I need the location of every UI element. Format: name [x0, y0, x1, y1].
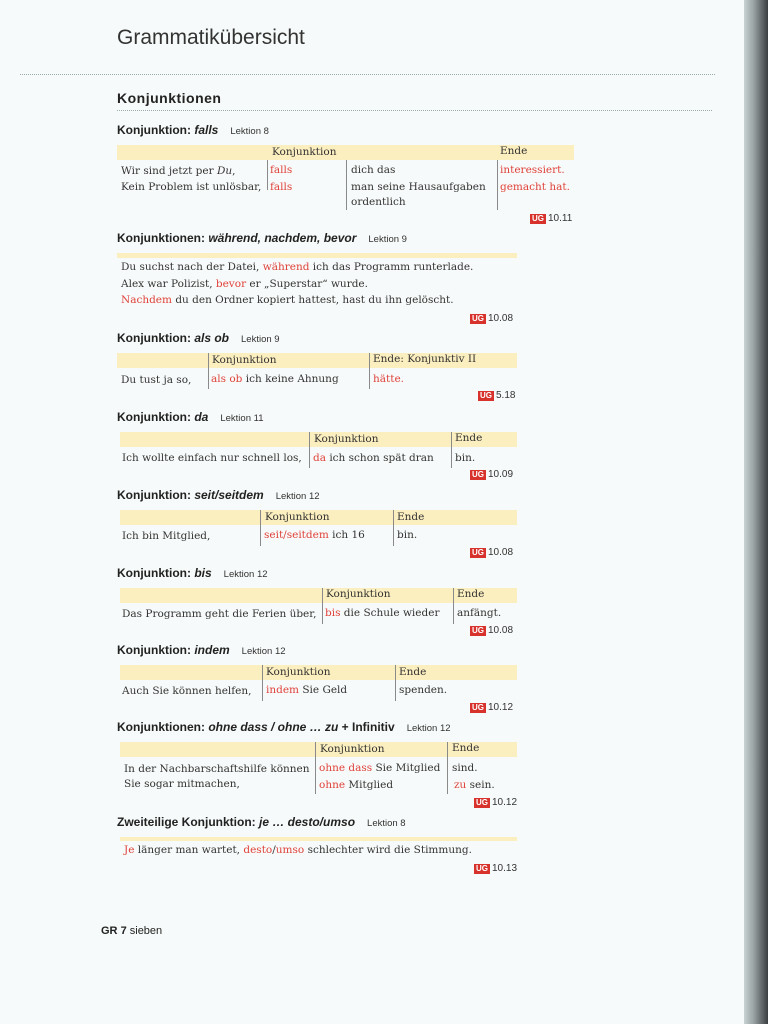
- page-title: Grammatikübersicht: [117, 26, 305, 49]
- ug-reference: UG 5.18: [480, 390, 516, 401]
- ug-reference: UG 10.08: [472, 625, 514, 636]
- col-konjunktion: Konjunktion: [212, 354, 277, 366]
- heading-falls: Konjunktion: falls Lektion 8: [117, 123, 269, 137]
- column-separator: [453, 588, 454, 624]
- heading-da: Konjunktion: da Lektion 11: [117, 410, 264, 424]
- sentence-part: als ob ich keine Ahnung: [211, 373, 339, 385]
- sentence-part: Wir sind jetzt per Du,: [121, 165, 236, 177]
- verb-end: bin.: [397, 529, 418, 541]
- column-separator: [322, 588, 323, 624]
- sentence-part: Ich bin Mitglied,: [122, 530, 211, 542]
- heading-seit: Konjunktion: seit/seitdem Lektion 12: [117, 488, 320, 502]
- column-separator: [451, 432, 452, 468]
- column-separator: [346, 160, 347, 210]
- column-separator: [497, 160, 498, 210]
- ug-reference: UG 10.08: [472, 313, 514, 324]
- sentence-part: Du tust ja so,: [121, 374, 192, 386]
- verb-end: interessiert.: [500, 164, 565, 176]
- ug-reference: UG 10.12: [476, 797, 518, 808]
- column-separator: [262, 665, 263, 701]
- col-konjunktion: Konjunktion: [272, 146, 337, 158]
- heading-je-desto: Zweiteilige Konjunktion: je … desto/umso Lektion 8: [117, 815, 406, 829]
- sentence-part: Sie sogar mitmachen,: [124, 778, 240, 790]
- sentence-part: ordentlich: [351, 196, 406, 208]
- column-separator: [208, 353, 209, 389]
- page-footer: GR 7 sieben: [101, 925, 163, 937]
- verb-end: zu sein.: [454, 779, 495, 791]
- col-ende: Ende: [452, 742, 480, 754]
- col-ende: Ende: [457, 588, 485, 600]
- sentence-part: In der Nachbarschaftshilfe können: [124, 763, 310, 775]
- ug-reference: UG 10.08: [472, 547, 514, 558]
- sentence: Alex war Polizist, bevor er „Superstar“ wurde.: [121, 278, 368, 290]
- sentence-part: ohne dass Sie Mitglied: [319, 762, 441, 774]
- col-konjunktion: Konjunktion: [266, 666, 331, 678]
- col-konjunktion: Konjunktion: [326, 588, 391, 600]
- verb-end: spenden.: [399, 684, 448, 696]
- page-edge-shadow: [744, 0, 768, 1024]
- sentence-part: indem Sie Geld: [266, 684, 348, 696]
- section-title: Konjunktionen: [117, 90, 222, 106]
- ug-reference: UG 10.12: [472, 702, 514, 713]
- heading-ohne: Konjunktionen: ohne dass / ohne … zu + Infinitiv Lektion 12: [117, 720, 451, 734]
- sentence-part: ohne Mitglied: [319, 779, 394, 791]
- table-header-band: [120, 837, 517, 841]
- sentence-part: Auch Sie können helfen,: [122, 685, 252, 697]
- ug-reference: UG 10.13: [476, 863, 518, 874]
- column-separator: [447, 742, 448, 794]
- conjunction: falls: [270, 164, 293, 176]
- col-ende: Ende: [455, 432, 483, 444]
- col-konjunktion: Konjunktion: [265, 511, 330, 523]
- ug-reference: UG 10.11: [532, 213, 573, 224]
- verb-end: gemacht hat.: [500, 181, 570, 193]
- column-separator: [395, 665, 396, 701]
- verb-end: bin.: [455, 452, 476, 464]
- sentence: Du suchst nach der Datei, während ich das Programm runterlade.: [121, 261, 474, 273]
- title-divider: [20, 74, 715, 75]
- sentence-part: Ich wollte einfach nur schnell los,: [122, 452, 302, 464]
- column-separator: [260, 510, 261, 546]
- ug-reference: UG 10.09: [472, 469, 514, 480]
- column-separator: [393, 510, 394, 546]
- col-konjunktion: Konjunktion: [320, 743, 385, 755]
- conjunction: falls: [270, 181, 293, 193]
- column-separator: [315, 742, 316, 794]
- heading-bis: Konjunktion: bis Lektion 12: [117, 566, 268, 580]
- sentence: Nachdem du den Ordner kopiert hattest, hast du ihn gelöscht.: [121, 294, 454, 306]
- sentence-part: da ich schon spät dran: [313, 452, 434, 464]
- col-ende: Ende: [500, 145, 528, 157]
- column-separator: [309, 432, 310, 468]
- col-ende: Ende: Konjunktiv II: [373, 353, 477, 365]
- verb-end: sind.: [452, 762, 478, 774]
- sentence-part: bis die Schule wieder: [325, 607, 440, 619]
- sentence: Je länger man wartet, desto/umso schlechter wird die Stimmung.: [124, 844, 472, 856]
- sentence-part: seit/seitdem ich 16: [264, 529, 365, 541]
- heading-indem: Konjunktion: indem Lektion 12: [117, 643, 286, 657]
- column-separator: [369, 353, 370, 389]
- sentence-part: man seine Hausaufgaben: [351, 181, 486, 193]
- verb-end: anfängt.: [457, 607, 502, 619]
- verb-end: hätte.: [373, 373, 405, 385]
- heading-waehrend: Konjunktionen: während, nachdem, bevor Lektion 9: [117, 231, 407, 245]
- col-konjunktion: Konjunktion: [314, 433, 379, 445]
- heading-als-ob: Konjunktion: als ob Lektion 9: [117, 331, 280, 345]
- col-ende: Ende: [397, 511, 425, 523]
- section-divider: [117, 110, 712, 111]
- sentence-part: Kein Problem ist unlösbar,: [121, 181, 262, 193]
- sentence-part: Das Programm geht die Ferien über,: [122, 608, 317, 620]
- table-header-band: [117, 253, 517, 258]
- column-separator: [267, 160, 268, 190]
- col-ende: Ende: [399, 666, 427, 678]
- sentence-part: dich das: [351, 164, 396, 176]
